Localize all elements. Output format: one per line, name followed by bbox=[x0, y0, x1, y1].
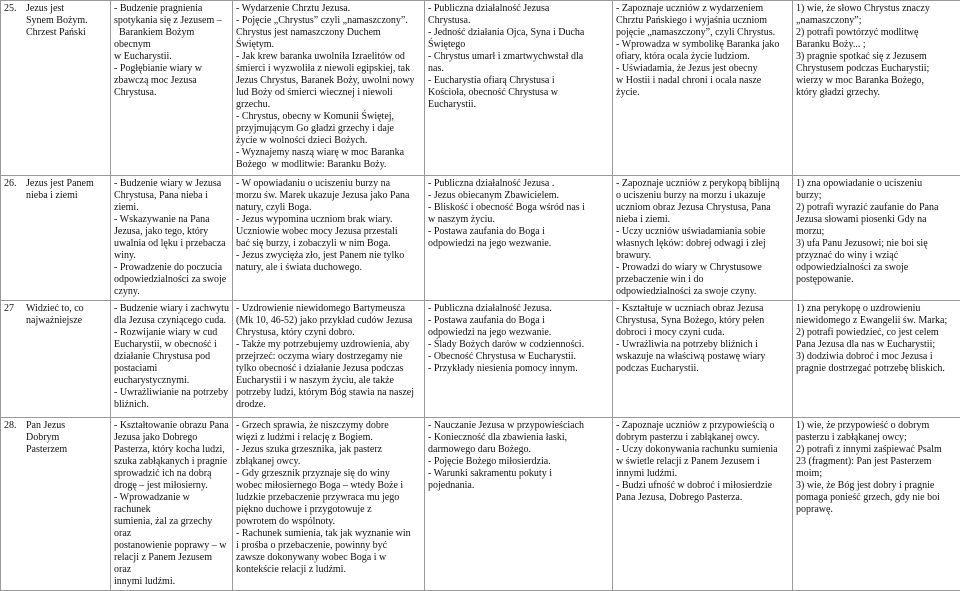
teacher-tasks-line: innymi ludźmi. bbox=[616, 468, 789, 480]
lesson-content-line: grzechu. bbox=[236, 99, 421, 111]
teacher-tasks-line: - Uświadamia, że Jezus jest obecny bbox=[616, 63, 789, 75]
curriculum-line: Chrystusa. bbox=[428, 15, 609, 27]
lesson-heading bbox=[4, 178, 107, 202]
lesson-content-cell bbox=[233, 418, 425, 591]
lesson-content-line: drodze. bbox=[236, 399, 421, 411]
teacher-tasks-line: - Prowadzi do wiary w Chrystusowe bbox=[616, 262, 789, 274]
lesson-title-line: nieba i ziemi bbox=[26, 190, 107, 202]
teacher-tasks-line: dobrym pasterzu i zabłąkanej owcy. bbox=[616, 432, 789, 444]
teacher-tasks-line: - Budzi ufność w dobroć i miłosierdzie bbox=[616, 480, 789, 492]
lesson-goals-line: drogę – jest miłosierny. bbox=[114, 480, 229, 492]
learning-outcomes-line: pasterzu i zabłąkanej owcy; bbox=[796, 432, 957, 444]
lesson-goals-line: - Budzenie pragnienia bbox=[114, 3, 229, 15]
curriculum-line: pojednania. bbox=[428, 480, 609, 492]
learning-outcomes-line: który gładzi grzechy. bbox=[796, 87, 957, 99]
learning-outcomes-line: 2) potrafi powtórzyć modlitwę bbox=[796, 27, 957, 39]
lesson-content-line: (Mk 10, 46-52) jako przykład cudów Jezusa bbox=[236, 315, 421, 327]
lesson-goals-line: szuka zabłąkanych i pragnie bbox=[114, 456, 229, 468]
lesson-goals-line: Eucharystii, w obecność i bbox=[114, 339, 229, 351]
lesson-number: 25. bbox=[4, 3, 26, 39]
lesson-content-line: - Grzech sprawia, że niszczymy dobre bbox=[236, 420, 421, 432]
lesson-content-line: zawsze dokonywany wobec Boga i w bbox=[236, 552, 421, 564]
lesson-content-line: - Uzdrowienie niewidomego Bartymeusza bbox=[236, 303, 421, 315]
learning-outcomes-line: 3) wie, że Bóg jest dobry i pragnie bbox=[796, 480, 957, 492]
learning-outcomes-line: 1) wie, że przypowieść o dobrym bbox=[796, 420, 957, 432]
lesson-title-line: Pan Jezus bbox=[26, 420, 107, 432]
teacher-tasks-line: życie. bbox=[616, 87, 789, 99]
curriculum-line: odpowiedzi na jego wezwanie. bbox=[428, 238, 609, 250]
teacher-tasks-line: Chrztu Pańskiego i wyjaśnia uczniom bbox=[616, 15, 789, 27]
learning-outcomes-line: moim; bbox=[796, 468, 957, 480]
teacher-tasks-line: - Uczy dokonywania rachunku sumienia bbox=[616, 444, 789, 456]
learning-outcomes-line: przyznać do winy i wziąć bbox=[796, 250, 957, 262]
learning-outcomes-line: 1) wie, że słowo Chrystus znaczy bbox=[796, 3, 957, 15]
lesson-content-line: powrotem do wspólnoty. bbox=[236, 516, 421, 528]
learning-outcomes-line: burzy; bbox=[796, 190, 957, 202]
curriculum-line: Eucharystii. bbox=[428, 99, 609, 111]
lesson-goals-line: działanie Chrystusa pod bbox=[114, 351, 229, 363]
lesson-goals-line: Jezusa, jako tego, który bbox=[114, 226, 229, 238]
lesson-goals-line: - Wskazywanie na Pana bbox=[114, 214, 229, 226]
teacher-tasks-line: nieba i ziemi. bbox=[616, 214, 789, 226]
lesson-goals-line: zbawczą moc Jezusa bbox=[114, 75, 229, 87]
lesson-title-line: Jezus jest Panem bbox=[26, 178, 107, 190]
lesson-title-cell bbox=[1, 301, 111, 418]
lesson-goals-line: sumienia, żal za grzechy oraz bbox=[114, 516, 229, 540]
lesson-title-line: Synem Bożym. bbox=[26, 15, 107, 27]
learning-outcomes-line: pragnie dostrzegać potrzebę bliskich. bbox=[796, 363, 957, 375]
lesson-content-line: - W opowiadaniu o uciszeniu burzy na bbox=[236, 178, 421, 190]
lesson-goals-line: innymi ludźmi. bbox=[114, 576, 229, 588]
lesson-goals-line: postanowienie poprawy – w bbox=[114, 540, 229, 552]
lesson-goals-line: Pasterza, który kocha ludzi, bbox=[114, 444, 229, 456]
lesson-content-line: - Jezus szuka grzesznika, jak pasterz bbox=[236, 444, 421, 456]
lesson-content-line: natury, czyli Boga. bbox=[236, 202, 421, 214]
curriculum-line: - Bliskość i obecność Boga wśród nas i bbox=[428, 202, 609, 214]
lesson-content-line: wobec miłosiernego Boga – wtedy Boże i bbox=[236, 480, 421, 492]
lesson-goals-line: postaciami bbox=[114, 363, 229, 375]
lesson-content-line: potrzeby ludzi, którym Bóg stawia na naszej bbox=[236, 387, 421, 399]
lesson-content-line: przejrzeć: oczyma wiary dostrzegamy nie bbox=[236, 351, 421, 363]
curriculum-line: - Eucharystia ofiarą Chrystusa i bbox=[428, 75, 609, 87]
lesson-content-line: - Jezus zwycięża zło, jest Panem nie tylko bbox=[236, 250, 421, 262]
teacher-tasks-line: - Zapoznaje uczniów z wydarzeniem bbox=[616, 3, 789, 15]
curriculum-line: - Konieczność dla zbawienia łaski, bbox=[428, 432, 609, 444]
lesson-row bbox=[1, 301, 960, 418]
teacher-tasks-line: przebaczenie win i do bbox=[616, 274, 789, 286]
curriculum-line: - Postawa zaufania do Boga i bbox=[428, 226, 609, 238]
lesson-content-line: i prośba o przebaczenie, powinny być bbox=[236, 540, 421, 552]
curriculum-line: Kościoła, obecność Chrystusa w bbox=[428, 87, 609, 99]
curriculum-line: - Publiczna działalność Jezusa. bbox=[428, 303, 609, 315]
lesson-title-cell bbox=[1, 1, 111, 176]
learning-outcomes-line: 3) pragnie spotkać się z Jezusem bbox=[796, 51, 957, 63]
curriculum-line: - Przykłady niesienia pomocy innym. bbox=[428, 363, 609, 375]
curriculum-line: - Warunki sakramentu pokuty i bbox=[428, 468, 609, 480]
lesson-content-line: - Wyznajemy naszą wiarę w moc Baranka bbox=[236, 147, 421, 159]
learning-outcomes-line: niewidomego z Ewangelii św. Marka; bbox=[796, 315, 957, 327]
learning-outcomes-line: 1) zna opowiadanie o uciszeniu bbox=[796, 178, 957, 190]
lesson-content-line: kontekście relacji z ludźmi. bbox=[236, 564, 421, 576]
curriculum-line: Świętego bbox=[428, 39, 609, 51]
curriculum-cell bbox=[425, 176, 613, 301]
learning-outcomes-line: 2) potrafi wyrazić zaufanie do Pana bbox=[796, 202, 957, 214]
lesson-goals-line: eucharystycznymi. bbox=[114, 375, 229, 387]
lesson-goals-line: w Eucharystii. bbox=[114, 51, 229, 63]
lesson-goals-line: Chrystusa. bbox=[114, 87, 229, 99]
lesson-content-line: Chrystus jest namaszczony Duchem bbox=[236, 27, 421, 39]
lesson-title-line: Widzieć to, co bbox=[26, 303, 107, 315]
lesson-heading bbox=[4, 420, 107, 456]
teacher-tasks-line: - Wprowadza w symbolikę Baranka jako bbox=[616, 39, 789, 51]
lesson-content-line: - Gdy grzesznik przyznaje się do winy bbox=[236, 468, 421, 480]
lesson-content-line: - Wydarzenie Chrztu Jezusa. bbox=[236, 3, 421, 15]
lesson-goals-line: relacji z Panem Jezusem oraz bbox=[114, 552, 229, 576]
lesson-goals-line: - Pogłębianie wiary w bbox=[114, 63, 229, 75]
teacher-tasks-line: podczas Eucharystii. bbox=[616, 363, 789, 375]
learning-outcomes-line: Baranku Boży... ; bbox=[796, 39, 957, 51]
learning-outcomes-line: „namaszczony”; bbox=[796, 15, 957, 27]
lesson-content-cell bbox=[233, 176, 425, 301]
learning-outcomes-line: pomaga ponieść grzech, gdy nie boi bbox=[796, 492, 957, 504]
lesson-goals-line: uwalnia od lęku i przebacza bbox=[114, 238, 229, 250]
lesson-title-line: Chrzest Pański bbox=[26, 27, 107, 39]
lesson-content-line: więzi z ludźmi i relację z Bogiem. bbox=[236, 432, 421, 444]
learning-outcomes-line: 3) dodziwia dobroć i moc Jezusa i bbox=[796, 351, 957, 363]
teacher-tasks-line: - Uczy uczniów uświadamiania sobie bbox=[616, 226, 789, 238]
lesson-goals-line: ziemi. bbox=[114, 202, 229, 214]
lesson-content-line: - Także my potrzebujemy uzdrowienia, aby bbox=[236, 339, 421, 351]
teacher-tasks-line: pojęcie „namaszczony”, czyli Chrystus. bbox=[616, 27, 789, 39]
lesson-goals-line: Jezusa jako Dobrego bbox=[114, 432, 229, 444]
lesson-goals-cell bbox=[111, 301, 233, 418]
lesson-goals-cell bbox=[111, 1, 233, 176]
lesson-content-line: Uczniowie wobec mocy Jezusa przestali bbox=[236, 226, 421, 238]
teacher-tasks-line: wskazuje na właściwą postawę wiary bbox=[616, 351, 789, 363]
lesson-goals-line: - Wprowadzanie w rachunek bbox=[114, 492, 229, 516]
lesson-content-line: Jezus Chrystus, Baranek Boży, uwolni nowy bbox=[236, 75, 421, 87]
learning-outcomes-cell bbox=[793, 301, 960, 418]
teacher-tasks-line: w Hostii i nadal chroni i ocala nasze bbox=[616, 75, 789, 87]
learning-outcomes-cell bbox=[793, 176, 960, 301]
teacher-tasks-line: własnych lęków: dobrej odwagi i złej bbox=[616, 238, 789, 250]
lesson-goals-line: odpowiedzialności za swoje bbox=[114, 274, 229, 286]
learning-outcomes-line: Pana Jezusa dla nas w Eucharystii; bbox=[796, 339, 957, 351]
teacher-tasks-cell bbox=[613, 1, 793, 176]
lesson-heading bbox=[4, 303, 107, 327]
lesson-number: 28. bbox=[4, 420, 26, 456]
lesson-content-line: - Chrystus, obecny w Komunii Świętej, bbox=[236, 111, 421, 123]
lesson-goals-line: - Kształtowanie obrazu Pana bbox=[114, 420, 229, 432]
lesson-heading bbox=[4, 3, 107, 39]
lesson-goals-line: bliźnich. bbox=[114, 399, 229, 411]
curriculum-line: - Jezus obiecanym Zbawicielem. bbox=[428, 190, 609, 202]
teacher-tasks-line: - Uwrażliwia na potrzeby bliźnich i bbox=[616, 339, 789, 351]
lesson-goals-line: spotykania się z Jezusem – bbox=[114, 15, 229, 27]
lesson-content-cell bbox=[233, 1, 425, 176]
lesson-content-line: Eucharystii i w naszym życiu, ale także bbox=[236, 375, 421, 387]
lesson-row bbox=[1, 418, 960, 591]
lesson-content-cell bbox=[233, 301, 425, 418]
curriculum-line: - Obecność Chrystusa w Eucharystii. bbox=[428, 351, 609, 363]
lesson-goals-line: - Budzenie wiary w Jezusa bbox=[114, 178, 229, 190]
lesson-title-line: Pasterzem bbox=[26, 444, 107, 456]
lesson-content-line: - Jak krew baranka uwolniła Izraelitów od bbox=[236, 51, 421, 63]
lesson-goals-line: - Rozwijanie wiary w cud bbox=[114, 327, 229, 339]
learning-outcomes-line: morzu; bbox=[796, 226, 957, 238]
lesson-content-line: Bożego w modlitwie: Baranku Boży. bbox=[236, 159, 421, 171]
teacher-tasks-line: - Zapoznaje uczniów z perykopą biblijną bbox=[616, 178, 789, 190]
learning-outcomes-line: 2) potrafi z innymi zaśpiewać Psalm bbox=[796, 444, 957, 456]
lesson-content-line: przyjmującym Go gładzi grzechy i daje bbox=[236, 123, 421, 135]
lesson-content-line: tylko obecność i działanie Jezusa podczas bbox=[236, 363, 421, 375]
lesson-content-line: ludzkie przebaczenie przywraca mu jego bbox=[236, 492, 421, 504]
lesson-content-line: Świętym. bbox=[236, 39, 421, 51]
curriculum-line: - Postawa zaufania do Boga i bbox=[428, 315, 609, 327]
teacher-tasks-line: uczniom obraz Jezusa Chrystusa, Pana bbox=[616, 202, 789, 214]
learning-outcomes-line: 2) potrafi powiedzieć, co jest celem bbox=[796, 327, 957, 339]
teacher-tasks-line: Chrystusa, Syna Bożego, który pełen bbox=[616, 315, 789, 327]
lesson-number: 27 bbox=[4, 303, 26, 327]
teacher-tasks-line: o uciszeniu burzy na morzu i ukazuje bbox=[616, 190, 789, 202]
curriculum-line: - Publiczna działalność Jezusa . bbox=[428, 178, 609, 190]
lesson-content-line: bać się burzy, i zobaczyli w nim Boga. bbox=[236, 238, 421, 250]
lesson-goals-line: dla Jezusa czyniącego cuda. bbox=[114, 315, 229, 327]
lesson-title bbox=[26, 3, 107, 39]
learning-outcomes-line: 1) zna perykopę o uzdrowieniu bbox=[796, 303, 957, 315]
lesson-goals-line: Barankiem Bożym obecnym bbox=[114, 27, 229, 51]
curriculum-cell bbox=[425, 418, 613, 591]
lesson-goals-line: Chrystusa, Pana nieba i bbox=[114, 190, 229, 202]
lesson-content-line: piękno duchowe i przygotowuje z bbox=[236, 504, 421, 516]
lesson-goals-cell bbox=[111, 176, 233, 301]
lesson-title bbox=[26, 178, 107, 202]
teacher-tasks-line: odpowiedzialności za swoje czyny. bbox=[616, 286, 789, 298]
lesson-goals-line: winy. bbox=[114, 250, 229, 262]
curriculum-line: darmowego daru Bożego. bbox=[428, 444, 609, 456]
lesson-content-line: Chrystusa, który czyni dobro. bbox=[236, 327, 421, 339]
teacher-tasks-line: ofiary, która ocala życie ludziom. bbox=[616, 51, 789, 63]
lesson-content-line: morzu św. Marek ukazuje Jezusa jako Pana bbox=[236, 190, 421, 202]
lesson-content-line: natury, ale i świata duchowego. bbox=[236, 262, 421, 274]
teacher-tasks-line: - Kształtuje w uczniach obraz Jezusa bbox=[616, 303, 789, 315]
curriculum-line: - Pojęcie Bożego miłosierdzia. bbox=[428, 456, 609, 468]
learning-outcomes-line: poprawę. bbox=[796, 504, 957, 516]
teacher-tasks-line: brawury. bbox=[616, 250, 789, 262]
lesson-goals-line: sprowadzić ich na dobrą bbox=[114, 468, 229, 480]
lesson-content-line: zbłąkanej owcy. bbox=[236, 456, 421, 468]
curriculum-line: - Nauczanie Jezusa w przypowieściach bbox=[428, 420, 609, 432]
lesson-content-line: - Pojęcie „Chrystus” czyli „namaszczony”. bbox=[236, 15, 421, 27]
learning-outcomes-line: wierzy w moc Baranka Bożego, bbox=[796, 75, 957, 87]
curriculum-line: - Publiczna działalność Jezusa bbox=[428, 3, 609, 15]
lesson-content-line: śmierci i wyzwoliła z niewoli egipskiej, tak bbox=[236, 63, 421, 75]
learning-outcomes-cell bbox=[793, 418, 960, 591]
lesson-title-line: Jezus jest bbox=[26, 3, 107, 15]
lesson-goals-line: - Budzenie wiary i zachwytu bbox=[114, 303, 229, 315]
curriculum-line: nas. bbox=[428, 63, 609, 75]
lesson-title-cell bbox=[1, 176, 111, 301]
lesson-content-line: życie w wolności dzieci Bożych. bbox=[236, 135, 421, 147]
teacher-tasks-line: - Zapoznaje uczniów z przypowieścią o bbox=[616, 420, 789, 432]
lesson-row bbox=[1, 176, 960, 301]
teacher-tasks-cell bbox=[613, 301, 793, 418]
learning-outcomes-line: postępowanie. bbox=[796, 274, 957, 286]
lesson-title bbox=[26, 303, 107, 327]
lesson-content-line: - Rachunek sumienia, tak jak wyznanie win bbox=[236, 528, 421, 540]
lesson-goals-line: - Prowadzenie do poczucia bbox=[114, 262, 229, 274]
learning-outcomes-line: 23 (fragment): Pan jest Pasterzem bbox=[796, 456, 957, 468]
lesson-number: 26. bbox=[4, 178, 26, 202]
lesson-goals-line: czyny. bbox=[114, 286, 229, 298]
learning-outcomes-line: 3) ufa Panu Jezusowi; nie boi się bbox=[796, 238, 957, 250]
teacher-tasks-cell bbox=[613, 176, 793, 301]
lesson-content-line: lud Boży od śmierci wiecznej i niewoli bbox=[236, 87, 421, 99]
lesson-title-line: najważniejsze bbox=[26, 315, 107, 327]
teacher-tasks-line: w świetle relacji z Panem Jezusem i bbox=[616, 456, 789, 468]
curriculum-line: odpowiedzi na jego wezwanie. bbox=[428, 327, 609, 339]
teacher-tasks-line: dobroci i mocy czyni cuda. bbox=[616, 327, 789, 339]
curriculum-line: - Ślady Bożych darów w codzienności. bbox=[428, 339, 609, 351]
curriculum-line: - Chrystus umarł i zmartwychwstał dla bbox=[428, 51, 609, 63]
curriculum-cell bbox=[425, 301, 613, 418]
teacher-tasks-line: Pana Jezusa, Dobrego Pasterza. bbox=[616, 492, 789, 504]
curriculum-line: - Jedność działania Ojca, Syna i Ducha bbox=[428, 27, 609, 39]
lesson-row bbox=[1, 1, 960, 176]
lesson-title bbox=[26, 420, 107, 456]
curriculum-cell bbox=[425, 1, 613, 176]
learning-outcomes-cell bbox=[793, 1, 960, 176]
learning-outcomes-line: odpowiedzialności za swoje bbox=[796, 262, 957, 274]
lesson-goals-line: - Uwrażliwianie na potrzeby bbox=[114, 387, 229, 399]
lesson-goals-cell bbox=[111, 418, 233, 591]
learning-outcomes-line: Jezusa słowami piosenki Gdy na bbox=[796, 214, 957, 226]
curriculum-line: w naszym życiu. bbox=[428, 214, 609, 226]
teacher-tasks-cell bbox=[613, 418, 793, 591]
lesson-title-line: Dobrym bbox=[26, 432, 107, 444]
learning-outcomes-line: Chrystusem podczas Eucharystii; bbox=[796, 63, 957, 75]
lesson-content-line: - Jezus wypomina uczniom brak wiary. bbox=[236, 214, 421, 226]
lesson-title-cell bbox=[1, 418, 111, 591]
